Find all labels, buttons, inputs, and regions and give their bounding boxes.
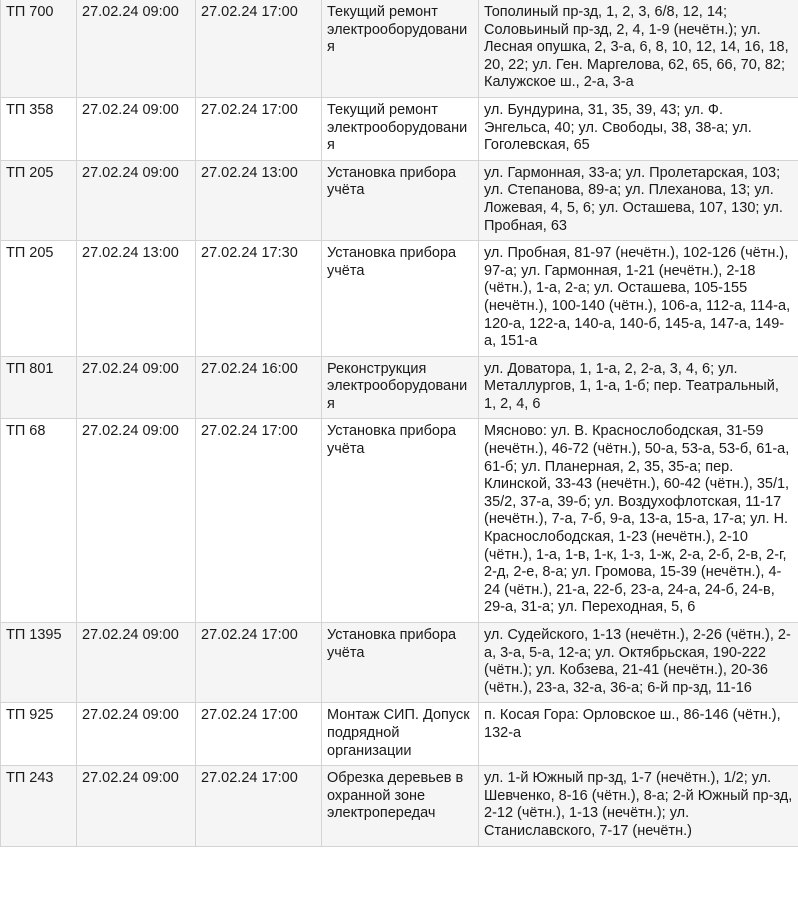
substation-cell: ТП 700 (1, 0, 77, 97)
substation-cell: ТП 1395 (1, 623, 77, 703)
end-time-cell: 27.02.24 17:00 (196, 419, 322, 623)
addresses-cell: ул. Гармонная, 33-а; ул. Пролетарская, 103; ул. Степанова, 89-а; ул. Плеханова, 13; ул. Ложевая, 4, 5, 6; ул. Осташева, 107, 130; ул. Пробная, 63 (479, 160, 798, 240)
substation-cell: ТП 243 (1, 766, 77, 846)
work-type-cell: Установка прибора учёта (322, 623, 479, 703)
end-time-cell: 27.02.24 17:00 (196, 623, 322, 703)
substation-cell: ТП 68 (1, 419, 77, 623)
work-type-cell: Текущий ремонт электрооборудования (322, 97, 479, 160)
table-row (1, 703, 798, 766)
substation-cell: ТП 358 (1, 97, 77, 160)
start-time-cell: 27.02.24 09:00 (77, 356, 196, 419)
addresses-cell: Тополиный пр-зд, 1, 2, 3, 6/8, 12, 14; Соловьиный пр-зд, 2, 4, 1-9 (нечётн.); ул. Лесная опушка, 2, 3-а, 6, 8, 10, 12, 14, 16, 18, 20, 22; ул. Ген. Маргелова, 62, 65, 66, 70, 82; Калужское ш., 2-а, 3-а (479, 0, 798, 97)
table-row (1, 766, 798, 846)
addresses-cell: ул. Судейского, 1-13 (нечётн.), 2-26 (чётн.), 2-а, 3-а, 5-а, 12-а; ул. Октябрьская, 190-222 (чётн.); ул. Кобзева, 21-41 (нечётн.), 20-36 (чётн.), 23-а, 32-а, 36-а; 6-й пр-зд, 11-16 (479, 623, 798, 703)
work-type-cell: Реконструкция электрооборудования (322, 356, 479, 419)
table-row (1, 241, 798, 357)
start-time-cell: 27.02.24 09:00 (77, 623, 196, 703)
end-time-cell: 27.02.24 17:00 (196, 766, 322, 846)
addresses-cell: ул. Пробная, 81-97 (нечётн.), 102-126 (чётн.), 97-а; ул. Гармонная, 1-21 (нечётн.), 2-18 (чётн.), 1-а, 2-а; ул. Осташева, 105-155 (нечётн.), 100-140 (чётн.), 106-а, 112-а, 114-а, 120-а, 122-а, 140-а, 140-б, 145-а, 147-а, 149-а, 151-а (479, 241, 798, 357)
start-time-cell: 27.02.24 09:00 (77, 160, 196, 240)
end-time-cell: 27.02.24 17:00 (196, 703, 322, 766)
work-type-cell: Обрезка деревьев в охранной зоне электропередач (322, 766, 479, 846)
substation-cell: ТП 925 (1, 703, 77, 766)
addresses-cell: п. Косая Гора: Орловское ш., 86-146 (чётн.), 132-а (479, 703, 798, 766)
start-time-cell: 27.02.24 13:00 (77, 241, 196, 357)
end-time-cell: 27.02.24 16:00 (196, 356, 322, 419)
addresses-cell: ул. 1-й Южный пр-зд, 1-7 (нечётн.), 1/2; ул. Шевченко, 8-16 (чётн.), 8-а; 2-й Южный пр-зд, 2-12 (чётн.), 1-13 (нечётн.); ул. Станиславского, 7-17 (нечётн.) (479, 766, 798, 846)
table-row (1, 419, 798, 623)
end-time-cell: 27.02.24 17:00 (196, 97, 322, 160)
work-type-cell: Установка прибора учёта (322, 419, 479, 623)
table-row (1, 97, 798, 160)
table-row (1, 160, 798, 240)
outage-table-body (1, 0, 798, 846)
start-time-cell: 27.02.24 09:00 (77, 0, 196, 97)
table-row (1, 0, 798, 97)
work-type-cell: Текущий ремонт электрооборудования (322, 0, 479, 97)
work-type-cell: Установка прибора учёта (322, 241, 479, 357)
start-time-cell: 27.02.24 09:00 (77, 419, 196, 623)
substation-cell: ТП 205 (1, 241, 77, 357)
table-row (1, 356, 798, 419)
work-type-cell: Монтаж СИП. Допуск подрядной организации (322, 703, 479, 766)
start-time-cell: 27.02.24 09:00 (77, 766, 196, 846)
start-time-cell: 27.02.24 09:00 (77, 703, 196, 766)
table-row (1, 623, 798, 703)
end-time-cell: 27.02.24 13:00 (196, 160, 322, 240)
addresses-cell: ул. Доватора, 1, 1-а, 2, 2-а, 3, 4, 6; ул. Металлургов, 1, 1-а, 1-б; пер. Театральный, 1, 2, 4, 6 (479, 356, 798, 419)
end-time-cell: 27.02.24 17:00 (196, 0, 322, 97)
end-time-cell: 27.02.24 17:30 (196, 241, 322, 357)
substation-cell: ТП 801 (1, 356, 77, 419)
work-type-cell: Установка прибора учёта (322, 160, 479, 240)
addresses-cell: Мясново: ул. В. Краснослободская, 31-59 (нечётн.), 46-72 (чётн.), 50-а, 53-а, 53-б, 61-а, 61-б; ул. Планерная, 2, 35, 35-а; пер. Клинской, 33-43 (нечётн.), 60-42 (чётн.), 35/1, 35/2, 37-а, 39-б; ул. Воздухофлотская, 11-17 (нечётн.), 7-а, 7-б, 9-а, 13-а, 15-а, 17-а; ул. Н. Краснослободская, 1-23 (нечётн.), 2-10 (чётн.), 1-а, 1-в, 1-к, 1-з, 1-ж, 2-а, 2-б, 2-в, 2-г, 2-д, 2-е, 8-а; ул. Громова, 15-39 (нечётн.), 4-24 (чётн.), 21-а, 22-б, 23-а, 24-а, 24-б, 24-в, 29-а, 31-а; ул. Переходная, 5, 6 (479, 419, 798, 623)
substation-cell: ТП 205 (1, 160, 77, 240)
addresses-cell: ул. Бундурина, 31, 35, 39, 43; ул. Ф. Энгельса, 40; ул. Свободы, 38, 38-а; ул. Гоголевская, 65 (479, 97, 798, 160)
start-time-cell: 27.02.24 09:00 (77, 97, 196, 160)
